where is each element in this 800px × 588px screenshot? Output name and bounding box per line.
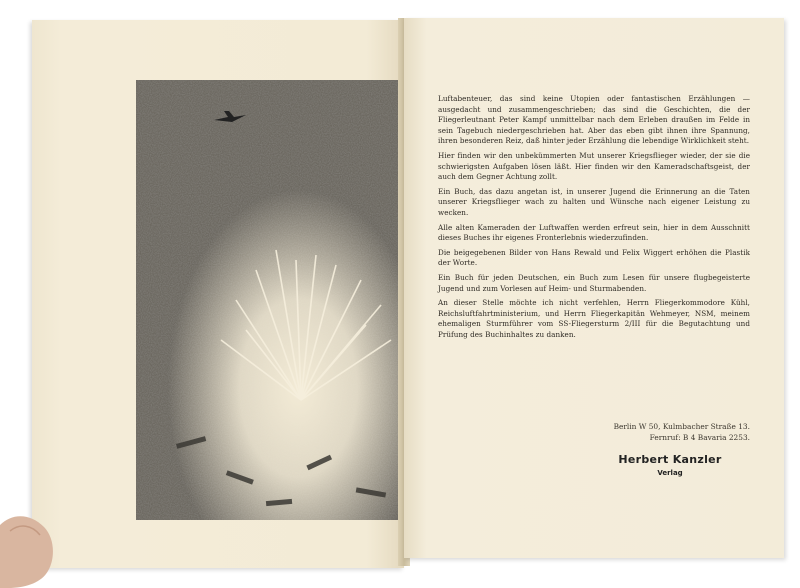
- paragraph: Ein Buch für jeden Deutschen, ein Buch zum Lesen für unsere flugbegeisterte Jugend und zum Vorlesen auf Heim- und Sturmabenden.: [438, 272, 750, 293]
- left-page: [32, 20, 404, 568]
- paragraph: Alle alten Kameraden der Luftwaffen werden erfreut sein, hier in dem Ausschnitt dieses Buches ihr eigenes Fronterlebnis wiederzufinden.: [438, 222, 750, 243]
- publisher-name: Herbert Kanzler: [618, 453, 722, 466]
- publisher-label: Verlag: [657, 469, 683, 477]
- publisher-address: [470, 422, 750, 443]
- paragraph: Hier finden wir den unbekümmerten Mut unserer Kriegsflieger wieder, der sie die schwierigsten Aufgaben lösen läßt. Hier finden wir den Kameradschaftsgeist, der auch dem Gegner Achtung zollt.: [438, 150, 750, 182]
- explosion-illustration: [136, 80, 426, 520]
- thumb: [0, 505, 60, 588]
- publisher-signature: [590, 453, 750, 477]
- paragraph: An dieser Stelle möchte ich nicht verfehlen, Herrn Fliegerkommodore Kühl, Reichsluftfahrtministerium, und Herrn Fliegerkapitän Wehmeyer, NSM, meinem ehemaligen Sturmführer vom SS-Fliegersturm 2/III für die Begutachtung und Prüfung des Buchinhaltes zu danken.: [438, 298, 750, 339]
- paragraph: Ein Buch, das dazu angetan ist, in unserer Jugend die Erinnerung an die Taten unserer Kriegsflieger wach zu halten und Wünsche nach eigener Leistung zu wecken.: [438, 186, 750, 217]
- paragraph: Luftabenteuer, das sind keine Utopien oder fantastischen Erzählungen — ausgedacht und zusammengeschrieben; das sind die Geschichten, die der Fliegerleutnant Peter Kampf unmittelbar nach dem Erleben draußen im Felde in sein Tagebuch niedergeschrieben hat. Aber das eben gibt ihnen ihre Spannung, ihren besonderen Reiz, daß hinter jeder Erzählung die lebendige Wirklichkeit steht.: [438, 94, 750, 146]
- address-line: Berlin W 50, Kulmbacher Straße 13.: [613, 422, 750, 431]
- paragraph: Die beigegebenen Bilder von Hans Rewald und Felix Wiggert erhöhen die Plastik der Worte.: [438, 247, 750, 268]
- phone-line: Fernruf: B 4 Bavaria 2253.: [649, 432, 750, 442]
- preface-text: [438, 94, 750, 344]
